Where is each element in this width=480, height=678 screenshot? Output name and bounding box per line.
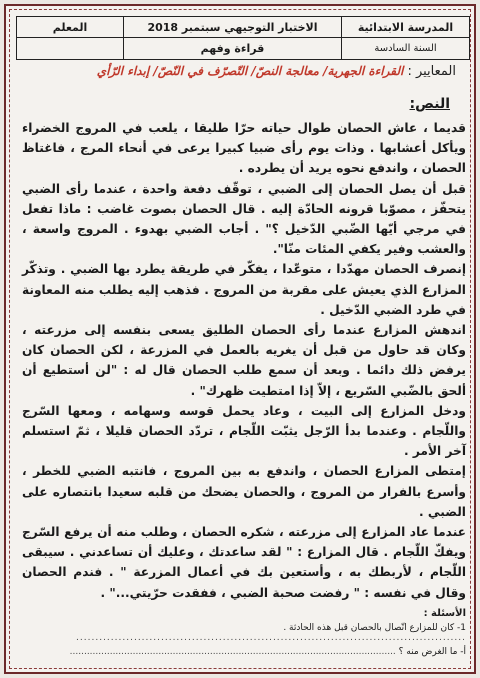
exam-title: الاختبار التوجيهي سبتمبر 2018 xyxy=(123,17,341,38)
questions-heading: الأسئلة : xyxy=(423,608,466,619)
story-text xyxy=(22,118,466,603)
header-table xyxy=(16,16,470,60)
paragraph: قبل أن يصل الحصان إلى الضبي ، توقّف دفعة واحدة ، عندما رأى الضبي يتحفّز ، مصوّبا قرونه الحادّة إليه . قال الحصان بصوت غاضب : ماذا تفعل في مرجي أيّها الضّبي الدّخيل ؟" . أجاب الضبي بهدوء . المروج واسعة ، والعشب وفير يكفي المئات منّا". xyxy=(22,181,466,257)
question-text: 1- كان للمزارع اتّصال بالحصان قبل هذه الحادثة . xyxy=(283,623,466,633)
question-item xyxy=(22,623,466,643)
criteria-line xyxy=(16,64,456,79)
paragraph: إمتطى المزارع الحصان ، واندفع به بين المروج ، فانتبه الضبي للخطر ، وأسرع بالفرار من المروج ، والحصان يضحك من قلبه سعيدا بانتصاره على الضبي . xyxy=(22,464,466,519)
question-item xyxy=(22,647,466,657)
text-heading: النص: xyxy=(409,96,450,112)
criteria-list: القراءة الجهرية/ معالجة النصّ/ التّصرّف في النّصّ/ إبداء الرّأي xyxy=(96,64,404,78)
grade-level: السنة السادسة xyxy=(341,38,469,59)
subject-topic: قراءة وفهم xyxy=(123,38,341,59)
paragraph: إنصرف الحصان مهدّدا ، متوعّدا ، يفكّر في طريقة يطرد بها الضبي . وتذكّر المزارع الذي يعيش على مقربة من المروج . فذهب إليه يطلب منه المعاونة في طرد الضبي الدّخيل . xyxy=(22,262,466,317)
answer-line[interactable]: ..................................................................................................... xyxy=(76,633,466,643)
questions-section xyxy=(22,608,466,657)
question-text: أ- ما الغرض منه ؟ xyxy=(398,647,466,657)
paragraph: قديما ، عاش الحصان طوال حياته حرّا طليقا ، يلعب في المروج الخضراء ويأكل أعشابها . وذات يوم رأى ضبيا كبيرا يرعى في أنحاء المرج ، فاغتاظ الحصان ، واندفع نحوه يريد أن يطرده . xyxy=(22,121,466,176)
answer-line[interactable]: .................................................................................................................. xyxy=(69,647,396,657)
paragraph: ودخل المزارع إلى البيت ، وعاد يحمل قوسه وسهامه ، ومعها السّرج واللّجام . وعندما بدأ الرّجل يثبّت اللّجام ، تردّد الحصان قليلا ، ثمّ استسلم آخر الأمر . xyxy=(22,403,466,459)
teacher-label: المعلم xyxy=(17,17,123,38)
worksheet-page xyxy=(4,4,476,674)
paragraph: عندما عاد المزارع إلى مزرعته ، شكره الحصان ، وطلب منه أن يرفع السّرج ويفكّ اللّجام . قال المزارع : " لقد ساعدتك ، وعليك أن تساعدني . سيبقى اللّجام ، لأربطك به ، وأستعين بك في أعمال المزرعة " . فندم الحصان وقال في نفسه : " رفضت صحبة الضبي ، ففقدت حرّيتي..." . xyxy=(22,525,466,600)
teacher-name-field xyxy=(17,38,123,59)
paragraph: اندهش المزارع عندما رأى الحصان الطليق يسعى بنفسه إلى مزرعته ، وكان قد حاول من قبل أن يغريه بالعمل في المزرعة ، لكن الحصان كان يرفض ذلك دائما . وبعد أن سمع طلب الحصان قال له : "لن أستطيع أن ألحق بالضّبي السّريع ، إلاّ إذا امتطيت ظهرك" . xyxy=(22,323,466,398)
school-name: المدرسة الابتدائية xyxy=(341,17,469,38)
criteria-label: المعايير : xyxy=(407,64,456,79)
